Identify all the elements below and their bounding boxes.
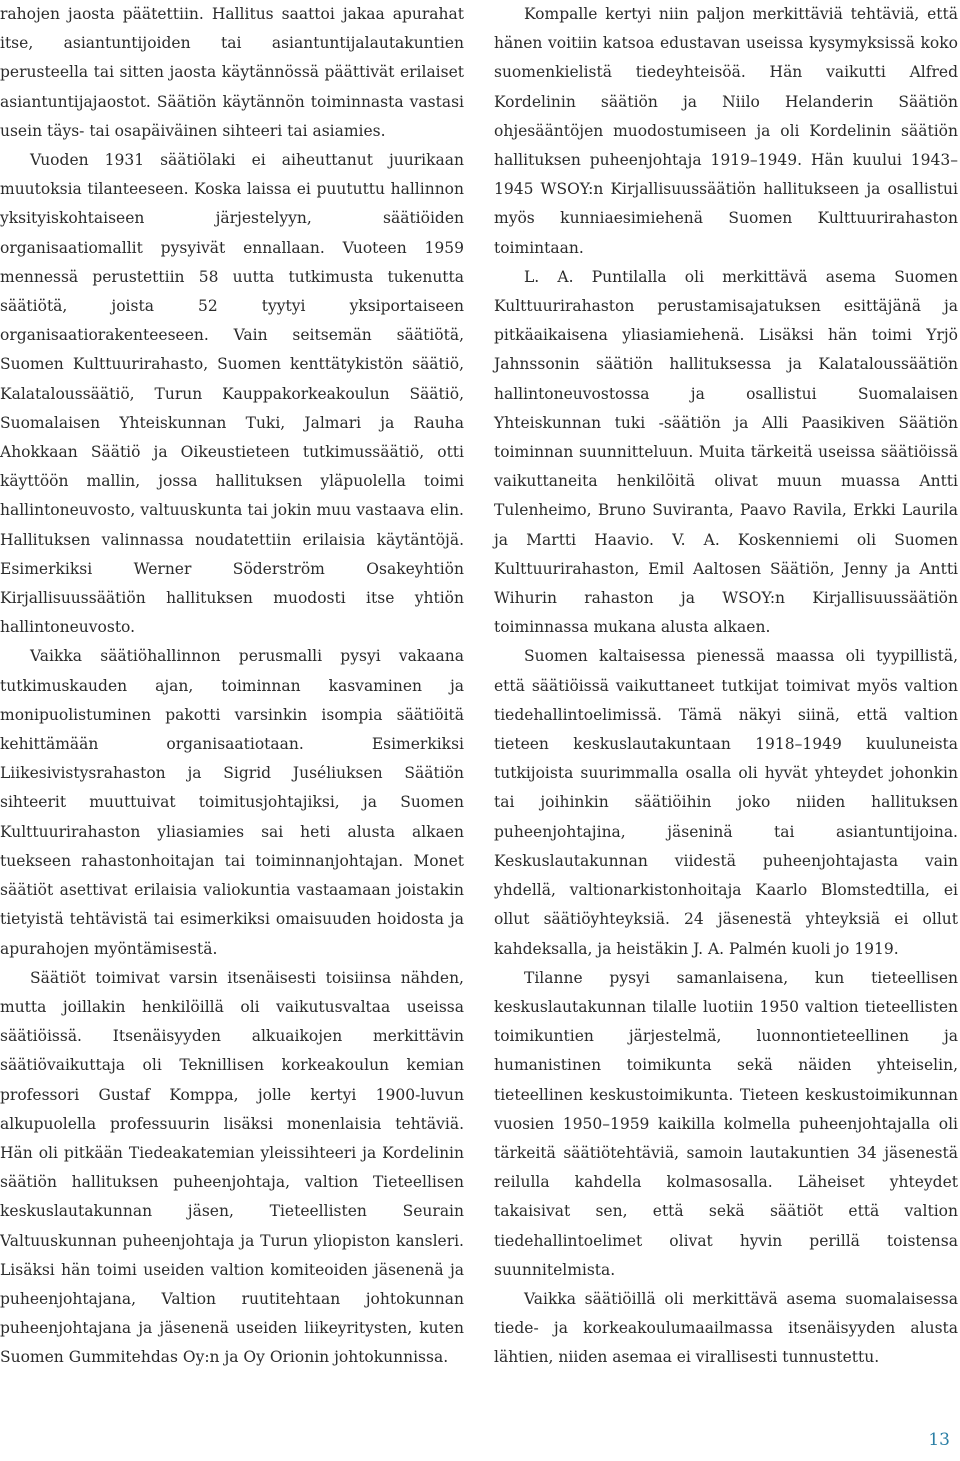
paragraph: Vaikka säätiöillä oli merkittävä asema suomalaisessa tiede- ja korkeakoulumaailmassa itsenäisyyden alusta lähtien, niiden asemaa ei virallisesti tunnustettu. <box>494 1289 958 1367</box>
paragraph: Suomen kaltaisessa pienessä maassa oli tyypillistä, että säätiöissä vaikuttaneet tutkijat toimivat myös valtion tiedehallintoelimissä. Tämä näkyi siinä, että valtion tieteen keskuslautakuntaan 1918–1949 kuuluneista tutkijoista suurimmalla osalla oli hyvät yhteydet johonkin tai joihinkin säätiöihin joko niiden hallituksen puheenjohtajina, jäseninä tai asiantuntijoina. Keskuslautakunnan viidestä puheenjohtajasta vain yhdellä, valtionarkistonhoitaja Kaarlo Blomstedtilla, ei ollut säätiöyhteyksiä. 24 jäsenestä yhteyksiä ei ollut kahdeksalla, ja heistäkin J. A. Palmén kuoli jo 1919. <box>494 647 958 958</box>
page-number: 13 <box>928 1430 950 1450</box>
left-column <box>0 0 464 1373</box>
paragraph: rahojen jaosta päätettiin. Hallitus saattoi jakaa apurahat itse, asiantuntijoiden tai asiantuntijalautakuntien perusteella tai sitten jaosta käytännössä päättivät erilaiset asiantuntijajaostot. Säätiön käytännön toiminnasta vastasi usein täys- tai osapäiväinen sihteeri tai asiamies. <box>0 5 464 140</box>
paragraph: L. A. Puntilalla oli merkittävä asema Suomen Kulttuurirahaston perustamisajatuksen esittäjänä ja pitkäaikaisena yliasiamiehenä. Lisäksi hän toimi Yrjö Jahnssonin säätiön hallituksessa ja Kalataloussäätiön hallintoneuvostossa ja osallistui Suomalaisen Yhteiskunnan tuki -säätiön ja Alli Paasikiven Säätiön toiminnan suunnitteluun. Muita tärkeitä useissa säätiöissä vaikuttaneita henkilöitä olivat muun muassa Antti Tulenheimo, Bruno Suviranta, Paavo Ravila, Erkki Laurila ja Martti Haavio. V. A. Koskenniemi oli Suomen Kulttuurirahaston, Emil Aaltosen Säätiön, Jenny ja Antti Wihurin rahaston ja WSOY:n Kirjallisuussäätiön toiminnassa mukana alusta alkaen. <box>494 267 958 637</box>
paragraph: Kompalle kertyi niin paljon merkittäviä tehtäviä, että hänen voitiin katsoa edustavan useissa kysymyksissä koko suomenkielistä tiedeyhteisöä. Hän vaikutti Alfred Kordelinin säätiön ja Niilo Helanderin Säätiön ohjesääntöjen muodostumiseen ja oli Kordelinin säätiön hallituksen puheenjohtaja 1919–1949. Hän kuului 1943–1945 WSOY:n Kirjallisuussäätiön hallitukseen ja osallistui myös kunniaesimiehenä Suomen Kulttuurirahaston toimintaan. <box>494 5 958 257</box>
paragraph: Säätiöt toimivat varsin itsenäisesti toisiinsa nähden, mutta joillakin henkilöillä oli vaikutusvaltaa useissa säätiöissä. Itsenäisyyden alkuaikojen merkittävin säätiövaikuttaja oli Teknillisen korkeakoulun kemian professori Gustaf Komppa, jolle kertyi 1900-luvun alkupuolella professuurin lisäksi monenlaisia tehtäviä. Hän oli pitkään Tiedeakatemian yleissihteeri ja Kordelinin säätiön hallituksen puheenjohtaja, valtion Tieteellisen keskuslautakunnan jäsen, Tieteellisten Seurain Valtuuskunnan puheenjohtaja ja Turun yliopiston kansleri. Lisäksi hän toimi useiden valtion komiteoiden jäsenenä ja puheenjohtajana, Valtion ruutitehtaan johtokunnan puheenjohtajana ja jäsenenä useiden liikeyritysten, kuten Suomen Gummitehdas Oy:n ja Oy Orionin johtokunnissa. <box>0 968 464 1367</box>
right-column <box>494 0 958 1373</box>
paragraph: Vuoden 1931 säätiölaki ei aiheuttanut juurikaan muutoksia tilanteeseen. Koska laissa ei puututtu hallinnon yksityiskohtaiseen järjestelyyn, säätiöiden organisaatiomallit pysyivät ennallaan. Vuoteen 1959 mennessä perustettiin 58 uutta tutkimusta tukenutta säätiötä, joista 52 tyytyi yksiportaiseen organisaatiorakenteeseen. Vain seitsemän säätiötä, Suomen Kulttuurirahasto, Suomen kenttätykistön säätiö, Kalataloussäätiö, Turun Kauppakorkeakoulun Säätiö, Suomalaisen Yhteiskunnan Tuki, Jalmari ja Rauha Ahokkaan Säätiö ja Oikeustieteen tutkimussäätiö, otti käyttöön mallin, jossa hallituksen yläpuolella toimi hallintoneuvosto, valtuuskunta tai jokin muu vastaava elin. Hallituksen valinnassa noudatettiin erilaisia käytäntöjä. Esimerkiksi Werner Söderström Osakeyhtiön Kirjallisuussäätiön hallituksen muodosti itse yhtiön hallintoneuvosto. <box>0 151 464 637</box>
paragraph: Vaikka säätiöhallinnon perusmalli pysyi vakaana tutkimuskauden ajan, toiminnan kasvaminen ja monipuolistuminen pakotti varsinkin isompia säätiöitä kehittämään organisaatiotaan. Esimerkiksi Liikesivistysrahaston ja Sigrid Juséliuksen Säätiön sihteerit muuttuivat toimitusjohtajiksi, ja Suomen Kulttuurirahaston yliasiamies sai heti alusta alkaen tuekseen rahastonhoitajan tai toiminnanjohtajan. Monet säätiöt asettivat erilaisia valiokuntia vastaamaan joistakin tietyistä tehtävistä tai esimerkiksi omaisuuden hoidosta ja apurahojen myöntämisestä. <box>0 647 464 958</box>
paragraph: Tilanne pysyi samanlaisena, kun tieteellisen keskuslautakunnan tilalle luotiin 1950 valtion tieteellisten toimikuntien järjestelmä, luonnontieteellinen ja humanistinen toimikunta sekä näiden yhteiselin, tieteellinen keskustoimikunta. Tieteen keskustoimikunnan vuosien 1950–1959 kaikilla kolmella puheenjohtajalla oli tärkeitä säätiötehtäviä, samoin lautakuntien 34 jäsenestä reilulla kahdella kolmasosalla. Läheiset yhteydet takaisivat sen, että sekä säätiöt että valtion tiedehallintoelimet olivat hyvin perillä toistensa suunnitelmista. <box>494 968 958 1279</box>
